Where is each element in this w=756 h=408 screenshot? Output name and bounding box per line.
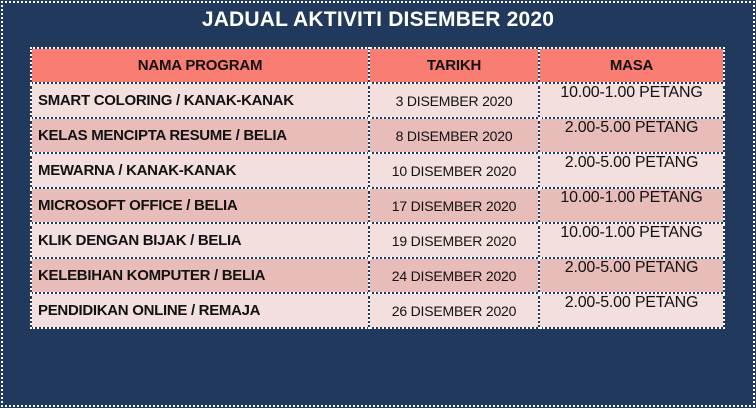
table-row — [31, 83, 724, 118]
tarikh-cell: 17 DISEMBER 2020 — [369, 188, 539, 223]
tarikh-cell: 26 DISEMBER 2020 — [369, 293, 539, 328]
column-header-tarikh: TARIKH — [369, 48, 539, 83]
masa-cell: 10.00-1.00 PETANG — [539, 83, 724, 118]
table-row — [31, 258, 724, 293]
table-row — [31, 223, 724, 258]
masa-cell: 2.00-5.00 PETANG — [539, 153, 724, 188]
table-header-row — [31, 48, 724, 83]
program-cell: MICROSOFT OFFICE / BELIA — [31, 188, 369, 223]
program-cell: KELEBIHAN KOMPUTER / BELIA — [31, 258, 369, 293]
masa-cell: 2.00-5.00 PETANG — [539, 118, 724, 153]
program-cell: SMART COLORING / KANAK-KANAK — [31, 83, 369, 118]
program-cell: KLIK DENGAN BIJAK / BELIA — [31, 223, 369, 258]
column-header-masa: MASA — [539, 48, 724, 83]
activity-schedule-table — [30, 47, 725, 329]
program-cell: KELAS MENCIPTA RESUME / BELIA — [31, 118, 369, 153]
masa-cell: 10.00-1.00 PETANG — [539, 188, 724, 223]
table-row — [31, 153, 724, 188]
program-cell: MEWARNA / KANAK-KANAK — [31, 153, 369, 188]
tarikh-cell: 24 DISEMBER 2020 — [369, 258, 539, 293]
table-row — [31, 118, 724, 153]
program-cell: PENDIDIKAN ONLINE / REMAJA — [31, 293, 369, 328]
table-row — [31, 293, 724, 328]
masa-cell: 2.00-5.00 PETANG — [539, 258, 724, 293]
masa-cell: 10.00-1.00 PETANG — [539, 223, 724, 258]
masa-cell: 2.00-5.00 PETANG — [539, 293, 724, 328]
column-header-nama-program: NAMA PROGRAM — [31, 48, 369, 83]
table-row — [31, 188, 724, 223]
table-body — [31, 83, 724, 328]
tarikh-cell: 3 DISEMBER 2020 — [369, 83, 539, 118]
tarikh-cell: 8 DISEMBER 2020 — [369, 118, 539, 153]
page-title: JADUAL AKTIVITI DISEMBER 2020 — [201, 8, 555, 31]
tarikh-cell: 19 DISEMBER 2020 — [369, 223, 539, 258]
tarikh-cell: 10 DISEMBER 2020 — [369, 153, 539, 188]
